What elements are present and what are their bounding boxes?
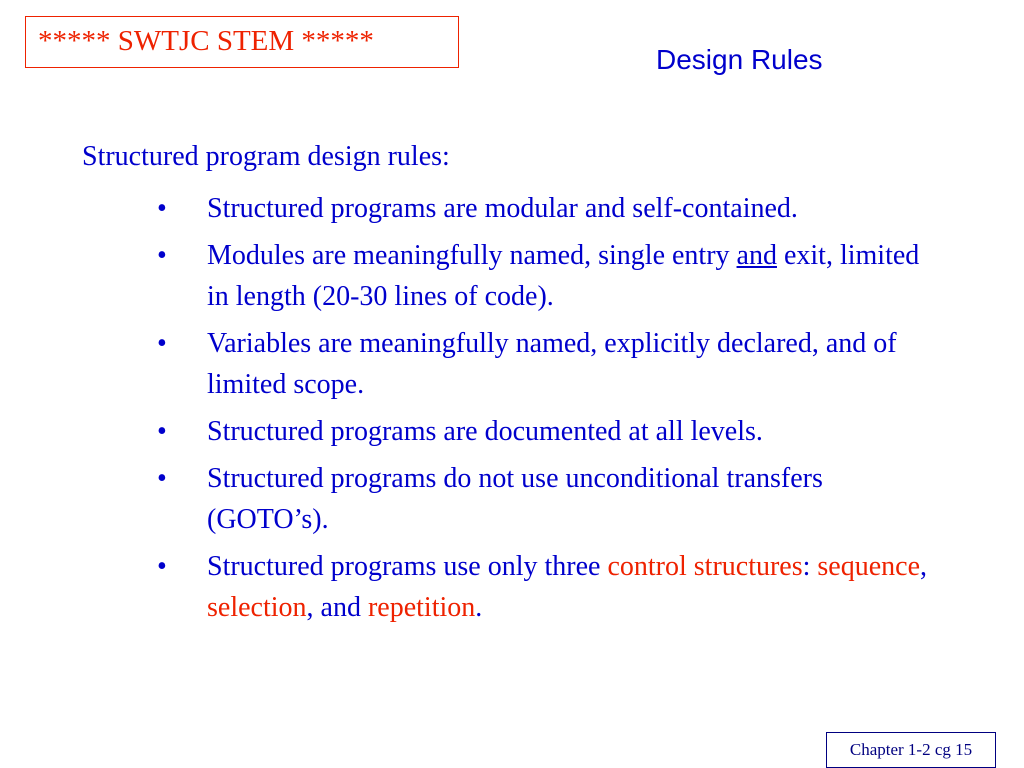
rule-text-part: Structured programs use only three (207, 551, 608, 582)
rule-text: Variables are meaningfully named, explicitly declared, and of limited scope. (207, 328, 897, 400)
rule-item-documented (0, 411, 1024, 452)
highlight-control-structures: control structures (607, 551, 803, 582)
rule-text-part: Modules are meaningfully named, single entry (207, 240, 737, 271)
rule-text-part: . (475, 592, 483, 623)
rule-text: Structured programs are documented at all levels. (207, 416, 763, 447)
bullet-icon: • (157, 240, 167, 271)
rule-text: Structured programs are modular and self-contained. (207, 193, 798, 224)
slide-title: Design Rules (656, 44, 823, 75)
highlight-selection: selection (207, 592, 307, 623)
rule-item-variables (0, 323, 1024, 405)
bullet-icon: • (157, 193, 167, 224)
highlight-sequence: sequence (817, 551, 921, 582)
rule-text-part: , and (306, 592, 368, 623)
rule-text (207, 551, 927, 623)
rule-item-control-structures (0, 546, 1024, 628)
rule-text-part: exit, limited in length (20-30 lines of code). (207, 240, 920, 312)
intro-text: Structured program design rules: (82, 141, 450, 172)
rule-text-part: , (920, 551, 928, 582)
rule-item-modules (0, 235, 1024, 317)
rule-item-modular (0, 188, 1024, 229)
bullet-icon: • (157, 416, 167, 447)
course-badge: ***** SWTJC STEM ***** (25, 16, 459, 68)
rules-list (0, 188, 1024, 634)
rule-item-goto (0, 458, 1024, 540)
page-footer: Chapter 1-2 cg 15 (826, 732, 996, 768)
rule-text: Structured programs do not use unconditional transfers (GOTO’s). (207, 463, 823, 535)
rule-text-part: : (802, 551, 818, 582)
bullet-icon: • (157, 463, 167, 494)
highlight-repetition: repetition (367, 592, 476, 623)
rule-text (207, 240, 919, 312)
bullet-icon: • (157, 328, 167, 359)
bullet-icon: • (157, 551, 167, 582)
underlined-word: and (736, 240, 777, 271)
